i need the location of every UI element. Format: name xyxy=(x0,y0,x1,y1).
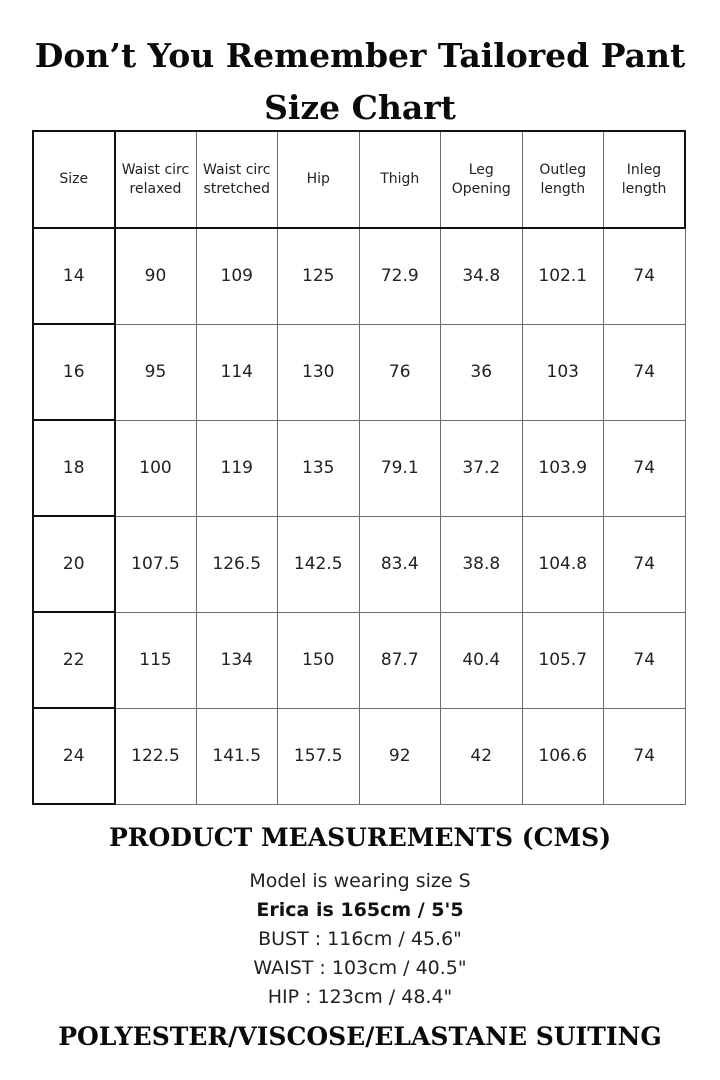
measurement-cell: 135 xyxy=(278,420,360,516)
table-row xyxy=(33,420,685,516)
size-cell: 18 xyxy=(33,420,115,516)
model-hip-text: HIP : 123cm / 48.4" xyxy=(267,986,453,1008)
table-row xyxy=(33,708,685,804)
measurement-cell: 157.5 xyxy=(278,708,360,804)
table-row xyxy=(33,612,685,708)
column-header xyxy=(359,131,441,228)
measurement-cell: 36 xyxy=(441,324,523,420)
column-header xyxy=(196,131,278,228)
size-cell: 22 xyxy=(33,612,115,708)
measurement-cell: 142.5 xyxy=(278,516,360,612)
measurement-cell: 130 xyxy=(278,324,360,420)
table-row xyxy=(33,228,685,324)
column-header-line: Hip xyxy=(306,171,330,187)
measurement-cell: 40.4 xyxy=(441,612,523,708)
column-header xyxy=(115,131,197,228)
column-header-line: stretched xyxy=(203,180,270,197)
measurement-cell: 109 xyxy=(196,228,278,324)
column-header xyxy=(604,131,686,228)
column-header-line: Outleg xyxy=(539,161,587,178)
measurement-cell: 37.2 xyxy=(441,420,523,516)
measurement-cell: 74 xyxy=(604,324,686,420)
measurement-cell: 126.5 xyxy=(196,516,278,612)
measurement-cell: 102.1 xyxy=(522,228,604,324)
measurement-cell: 103 xyxy=(522,324,604,420)
measurement-cell: 74 xyxy=(604,516,686,612)
model-height-text: Erica is 165cm / 5'5 xyxy=(256,899,464,921)
measurement-cell: 38.8 xyxy=(441,516,523,612)
title-line-1: Don’t You Remember Tailored Pant xyxy=(34,36,686,75)
measurement-cell: 100 xyxy=(115,420,197,516)
measurement-cell: 72.9 xyxy=(359,228,441,324)
measurement-cell: 122.5 xyxy=(115,708,197,804)
column-header-line: Leg xyxy=(468,161,494,178)
measurement-cell: 141.5 xyxy=(196,708,278,804)
fabric-composition: POLYESTER/VISCOSE/ELASTANE SUITING xyxy=(58,1022,662,1051)
measurement-cell: 104.8 xyxy=(522,516,604,612)
measurement-cell: 150 xyxy=(278,612,360,708)
measurement-cell: 106.6 xyxy=(522,708,604,804)
measurement-cell: 105.7 xyxy=(522,612,604,708)
measurement-cell: 42 xyxy=(441,708,523,804)
column-header xyxy=(522,131,604,228)
model-bust-text: BUST : 116cm / 45.6" xyxy=(258,928,462,950)
measurement-cell: 90 xyxy=(115,228,197,324)
column-header xyxy=(33,131,115,228)
header-row xyxy=(33,131,685,228)
measurement-cell: 34.8 xyxy=(441,228,523,324)
page-title xyxy=(0,30,720,134)
table-row xyxy=(33,324,685,420)
measurement-cell: 114 xyxy=(196,324,278,420)
column-header-line: length xyxy=(621,180,667,197)
measurement-cell: 92 xyxy=(359,708,441,804)
measurement-cell: 74 xyxy=(604,708,686,804)
column-header-line: relaxed xyxy=(129,180,182,197)
measurement-cell: 115 xyxy=(115,612,197,708)
measurement-cell: 79.1 xyxy=(359,420,441,516)
size-chart-table xyxy=(32,130,686,805)
model-info xyxy=(0,867,720,1012)
title-line-2: Size Chart xyxy=(264,88,456,127)
measurement-cell: 76 xyxy=(359,324,441,420)
measurement-cell: 74 xyxy=(604,612,686,708)
size-cell: 24 xyxy=(33,708,115,804)
measurement-cell: 107.5 xyxy=(115,516,197,612)
column-header-line: length xyxy=(540,180,586,197)
measurement-cell: 95 xyxy=(115,324,197,420)
measurement-cell: 83.4 xyxy=(359,516,441,612)
model-waist-text: WAIST : 103cm / 40.5" xyxy=(253,957,467,979)
size-chart-body xyxy=(33,228,685,804)
measurement-cell: 103.9 xyxy=(522,420,604,516)
column-header-line: Waist circ xyxy=(121,161,190,178)
size-cell: 14 xyxy=(33,228,115,324)
size-cell: 16 xyxy=(33,324,115,420)
column-header-line: Inleg xyxy=(626,161,662,178)
column-header xyxy=(441,131,523,228)
column-header-line: Thigh xyxy=(380,171,420,187)
measurement-cell: 125 xyxy=(278,228,360,324)
measurement-cell: 87.7 xyxy=(359,612,441,708)
table-row xyxy=(33,516,685,612)
measurements-heading: PRODUCT MEASUREMENTS (CMS) xyxy=(108,823,612,852)
measurement-cell: 74 xyxy=(604,420,686,516)
size-chart-header xyxy=(33,131,685,228)
column-header-line: Opening xyxy=(451,180,511,197)
measurement-cell: 134 xyxy=(196,612,278,708)
model-size-text: Model is wearing size S xyxy=(249,870,471,892)
column-header xyxy=(278,131,360,228)
measurement-cell: 74 xyxy=(604,228,686,324)
measurement-cell: 119 xyxy=(196,420,278,516)
column-header-line: Size xyxy=(59,171,89,187)
size-cell: 20 xyxy=(33,516,115,612)
column-header-line: Waist circ xyxy=(203,161,271,178)
